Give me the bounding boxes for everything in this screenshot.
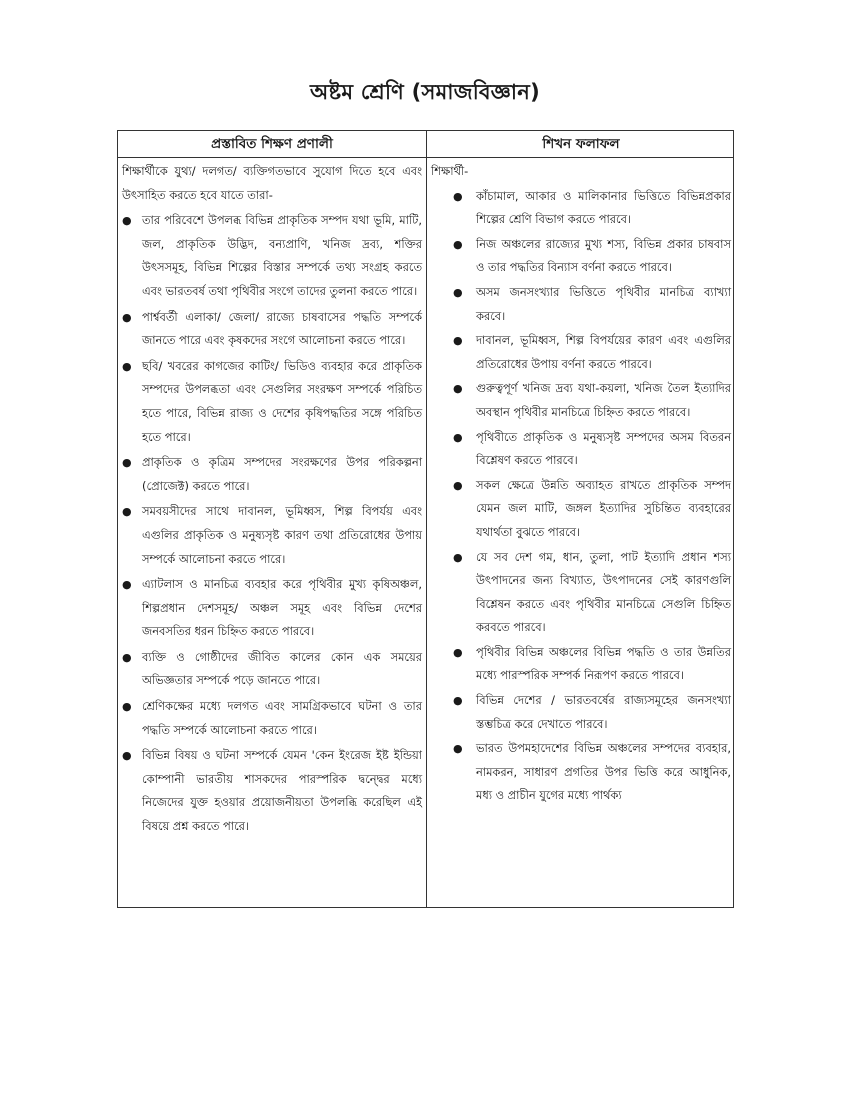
list-item-text: প্রাকৃতিক ও কৃত্রিম সম্পদের সংরক্ষণের উপর পরিকল্পনা (প্রোজেক্ট) করতে পারে। bbox=[142, 455, 422, 493]
list-item-text: তার পরিবেশে উপলব্ধ বিভিন্ন প্রাকৃতিক সম্পদ যথা ভূমি, মাটি, জল, প্রাকৃতিক উদ্ভিদ, বন্যপ্রাণি, খনিজ দ্রব্য, শক্তির উৎসসমূহ, বিভিন্ন শিল্পের বিস্তার সম্পর্কে তথ্য সংগ্রহ করতে এবং ভারতবর্ষ তথা পৃথিবীর সংগে তাদের তুলনা করতে পারে। bbox=[142, 213, 422, 298]
list-item-text: যে সব দেশ গম, ধান, তুলা, পাট ইত্যাদি প্রধান শস্য উৎপাদনের জন্য বিখ্যাত, উৎপাদনের সেই কারণগুলি বিশ্লেষন করতে এবং পৃথিবীর মানচিত্রে সেগুলি চিহ্নিত করবতে পারবে। bbox=[476, 549, 731, 635]
list-item-text: পৃথিবীতে প্রাকৃতিক ও মনুষ্যসৃষ্ট সম্পদের অসম বিতরন বিশ্লেষণ করতে পারবে। bbox=[476, 429, 731, 468]
list-item-text: সমবয়সীদের সাথে দাবানল, ভূমিধ্বস, শিল্প বিপর্যয় এবং এগুলির প্রাকৃতিক ও মনুষ্যসৃষ্ট কারণ তথা প্রতিরোধের উপায় সম্পর্কে আলোচনা করতে পারে। bbox=[142, 504, 422, 566]
list-item bbox=[431, 474, 731, 545]
bullet-icon: ● bbox=[453, 550, 463, 564]
page-title: অষ্টম শ্রেণি (সমাজবিজ্ঞান) bbox=[309, 80, 541, 104]
list-item bbox=[122, 573, 422, 644]
bullet-icon: ● bbox=[453, 742, 463, 756]
list-item-text: বিভিন্ন দেশের / ভারতবর্ষের রাজ্যসমূহের জনসংখ্যা স্তম্ভচিত্র করে দেখাতে পারবে। bbox=[476, 693, 731, 731]
list-item bbox=[122, 209, 422, 303]
list-item bbox=[122, 695, 422, 742]
bullet-icon: ● bbox=[453, 478, 463, 492]
list-item bbox=[431, 641, 731, 688]
list-item-text: কাঁচামাল, আকার ও মালিকানার ভিত্তিতে বিভিন্নপ্রকার শিল্পের শ্রেণি বিভাগ করতে পারবে। bbox=[476, 188, 731, 227]
list-item bbox=[122, 451, 422, 498]
bullet-icon: ● bbox=[122, 359, 132, 373]
bullet-icon: ● bbox=[122, 650, 132, 664]
list-item-text: শ্রেণিকক্ষের মধ্যে দলগত এবং সামগ্রিকভাবে ঘটনা ও তার পদ্ধতি সম্পর্কে আলোচনা করতে পারে। bbox=[142, 699, 422, 737]
list-item bbox=[431, 329, 731, 376]
bullet-icon: ● bbox=[122, 310, 132, 324]
bullet-icon: ● bbox=[453, 237, 463, 251]
bullet-icon: ● bbox=[453, 189, 463, 203]
bullet-icon: ● bbox=[453, 430, 463, 444]
list-item bbox=[431, 426, 731, 473]
bullet-icon: ● bbox=[122, 214, 132, 228]
learning-outcome-column bbox=[431, 160, 731, 808]
list-item-text: বিভিন্ন বিষয় ও ঘটনা সম্পর্কে যেমন 'কেন ইংরেজ ইষ্ট ইন্ডিয়া কোম্পানী ভারতীয় শাসকদের পারস্পরিক দ্বন্দ্বের মধ্যে নিজেদের যুক্ত হওয়ার প্রয়োজনীয়তা উপলব্ধি করেছিল এই বিষয়ে প্রশ্ন করতে পারে। bbox=[142, 748, 422, 834]
list-item-text: এ্যাটলাস ও মানচিত্র ব্যবহার করে পৃথিবীর মুখ্য কৃষিঅঞ্চল, শিল্পপ্রধান দেশসমূহ/ অঞ্চল সমূহ এবং বিভিন্ন দেশের জনবসতির ধরন চিহ্নিত করতে পারবে। bbox=[142, 577, 422, 639]
list-item-text: ছবি/ খবরের কাগজের কাটিং/ ভিডিও ব্যবহার করে প্রাকৃতিক সম্পদের উপলব্ধতা এবং সেগুলির সংরক্ষণ সম্পর্কে পরিচিত হতে পারে, বিভিন্ন রাজ্য ও দেশের কৃষিপদ্ধতির সঙ্গে পরিচিত হতে পারে। bbox=[142, 358, 422, 444]
header-divider bbox=[118, 157, 733, 158]
list-item-text: গুরুত্বপূর্ণ খনিজ দ্রব্য যথা-কয়লা, খনিজ তৈল ইত্যাদির অবস্থান পৃথিবীর মানচিত্রে চিহ্নিত করতে পারবে। bbox=[476, 381, 731, 419]
list-item bbox=[122, 500, 422, 571]
list-item bbox=[431, 546, 731, 640]
bullet-icon: ● bbox=[122, 505, 132, 519]
teaching-method-list bbox=[122, 209, 422, 838]
left-column-header: প্রস্তাবিত শিক্ষণ প্রণালী bbox=[211, 136, 333, 152]
list-item bbox=[122, 744, 422, 838]
bullet-icon: ● bbox=[453, 285, 463, 299]
bullet-icon: ● bbox=[122, 578, 132, 592]
list-item-text: অসম জনসংখ্যার ভিত্তিতে পৃথিবীর মানচিত্র ব্যাখ্যা করবে। bbox=[476, 284, 731, 323]
list-item-text: নিজ অঞ্চলের রাজ্যের মুখ্য শস্য, বিভিন্ন প্রকার চাষবাস ও তার পদ্ধতির বিন্যাস বর্ণনা করতে পারবে। bbox=[476, 236, 731, 275]
left-intro-text: শিক্ষার্থীকে যুথ্য/ দলগত/ ব্যক্তিগতভাবে সুযোগ দিতে হবে এবং উৎসাহিত করতে হবে যাতে তারা- bbox=[122, 164, 422, 202]
bullet-icon: ● bbox=[453, 694, 463, 708]
list-item-text: ব্যক্তি ও গোষ্ঠীদের জীবিত কালের কোন এক সময়ের অভিজ্ঞতার সম্পর্কে পড়ে জানতে পারে। bbox=[142, 649, 422, 688]
list-item bbox=[122, 306, 422, 353]
list-item bbox=[431, 281, 731, 328]
bullet-icon: ● bbox=[453, 382, 463, 396]
list-item-text: পার্শ্ববর্তী এলাকা/ জেলা/ রাজ্যে চাষবাসের পদ্ধতি সম্পর্কে জানতে পারে এবং কৃষকদের সংগে আলোচনা করতে পারে। bbox=[142, 309, 422, 348]
list-item-text: ভারত উপমহাদেশের বিভিন্ন অঞ্চলের সম্পদের ব্যবহার, নামকরন, সাধারণ প্রগতির উপর ভিত্তি করে আধুনিক, মধ্য ও প্রাচীন যুগের মধ্যে পার্থক্য bbox=[476, 741, 731, 803]
curriculum-table bbox=[117, 130, 734, 908]
learning-outcome-list bbox=[431, 185, 731, 808]
list-item bbox=[431, 737, 731, 808]
teaching-method-column bbox=[122, 160, 422, 839]
bullet-icon: ● bbox=[122, 456, 132, 470]
list-item bbox=[122, 646, 422, 693]
list-item bbox=[122, 355, 422, 449]
bullet-icon: ● bbox=[453, 645, 463, 659]
bullet-icon: ● bbox=[453, 334, 463, 348]
column-divider bbox=[426, 131, 427, 907]
bullet-icon: ● bbox=[122, 700, 132, 714]
list-item bbox=[431, 233, 731, 280]
right-intro-text: শিক্ষার্থী- bbox=[431, 164, 469, 178]
list-item bbox=[431, 377, 731, 424]
list-item bbox=[431, 689, 731, 736]
list-item-text: পৃথিবীর বিভিন্ন অঞ্চলের বিভিন্ন পদ্ধতি ও তার উন্নতির মধ্যে পারস্পরিক সম্পর্ক নিরূপণ করতে পারবে। bbox=[476, 644, 731, 683]
list-item-text: সকল ক্ষেত্রে উন্নতি অব্যাহত রাখতে প্রাকৃতিক সম্পদ যেমন জল মাটি, জঙ্গল ইত্যাদির সুচিন্তিত ব্যবহারের যথার্থতা বুঝতে পারবে। bbox=[476, 477, 731, 539]
right-column-header: শিখন ফলাফল bbox=[542, 136, 620, 152]
bullet-icon: ● bbox=[122, 749, 132, 763]
list-item bbox=[431, 185, 731, 232]
list-item-text: দাবানল, ভূমিধ্বস, শিল্প বিপর্যয়ের কারণ এবং এগুলির প্রতিরোধের উপায় বর্ণনা করতে পারবে। bbox=[476, 333, 731, 371]
